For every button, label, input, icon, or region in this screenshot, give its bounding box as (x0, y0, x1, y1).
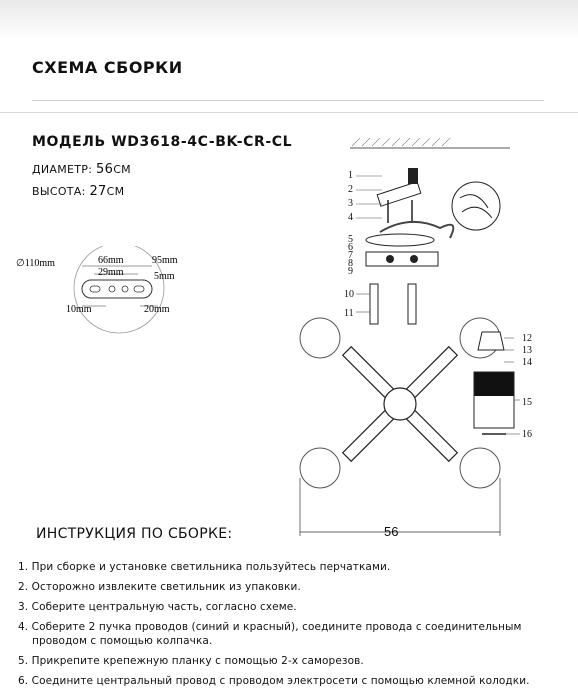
part-label: 3 (348, 198, 353, 209)
instruction-step: 2. Осторожно извлеките светильник из упаковки. (18, 581, 301, 593)
instructions-list (18, 560, 573, 694)
part-label: 10 (344, 289, 354, 300)
instruction-step: 3. Соберите центральную часть, согласно схеме. (18, 601, 297, 613)
part-label: 14 (522, 357, 532, 368)
diameter-value: 56 (96, 162, 114, 177)
instructions-title: ИНСТРУКЦИЯ ПО СБОРКЕ: (36, 526, 233, 542)
header-divider (32, 100, 544, 101)
part-label: 16 (522, 429, 532, 440)
header-shade (0, 0, 578, 40)
part-label: 8 (348, 258, 353, 269)
instruction-step: 6. Соедините центральный провод с проводом электросети с помощью клемной колодки. (18, 675, 530, 687)
width-dimension: 56 (384, 524, 399, 539)
dim-20: 20mm (144, 304, 170, 315)
part-label: 4 (348, 212, 353, 223)
part-label: 15 (522, 397, 532, 408)
part-label: 2 (348, 184, 353, 195)
mount-plate-diagram (14, 246, 184, 342)
height-value: 27 (89, 184, 107, 199)
instruction-step: 1. При сборке и установке светильника пользуйтесь перчатками. (18, 561, 391, 573)
instruction-step: 5. Прикрепите крепежную планку с помощью 2-х саморезов. (18, 655, 364, 667)
diameter-label: ДИАМЕТР: (32, 163, 93, 176)
instruction-step: 4. Соберите 2 пучка проводов (синий и красный), соедините провода с соединительным проводом с помощью колпачка. (18, 621, 522, 647)
header-band (0, 0, 578, 113)
part-label: 13 (522, 345, 532, 356)
part-label: 5 (348, 234, 353, 245)
part-label: 6 (348, 242, 353, 253)
dim-10: 10mm (66, 304, 92, 315)
part-label: 7 (348, 250, 353, 261)
page-title: СХЕМА СБОРКИ (32, 58, 183, 77)
diameter-unit: СМ (113, 163, 131, 176)
part-label: 1 (348, 170, 353, 181)
dim-outer: ∅110mm (16, 258, 55, 269)
part-label: 9 (348, 266, 353, 277)
assembly-diagram (290, 128, 578, 548)
dim-5: 5mm (154, 271, 175, 282)
dim-95: 95mm (152, 255, 178, 266)
part-label: 12 (522, 333, 532, 344)
height-unit: СМ (106, 185, 125, 198)
height-label: ВЫСОТА: (32, 185, 86, 198)
model-name: МОДЕЛЬ WD3618-4C-BK-CR-CL (32, 134, 293, 150)
part-label: 11 (344, 308, 354, 319)
dim-29: 29mm (98, 267, 124, 278)
dim-66: 66mm (98, 255, 124, 266)
height-row (32, 184, 124, 199)
diameter-row (32, 162, 131, 177)
